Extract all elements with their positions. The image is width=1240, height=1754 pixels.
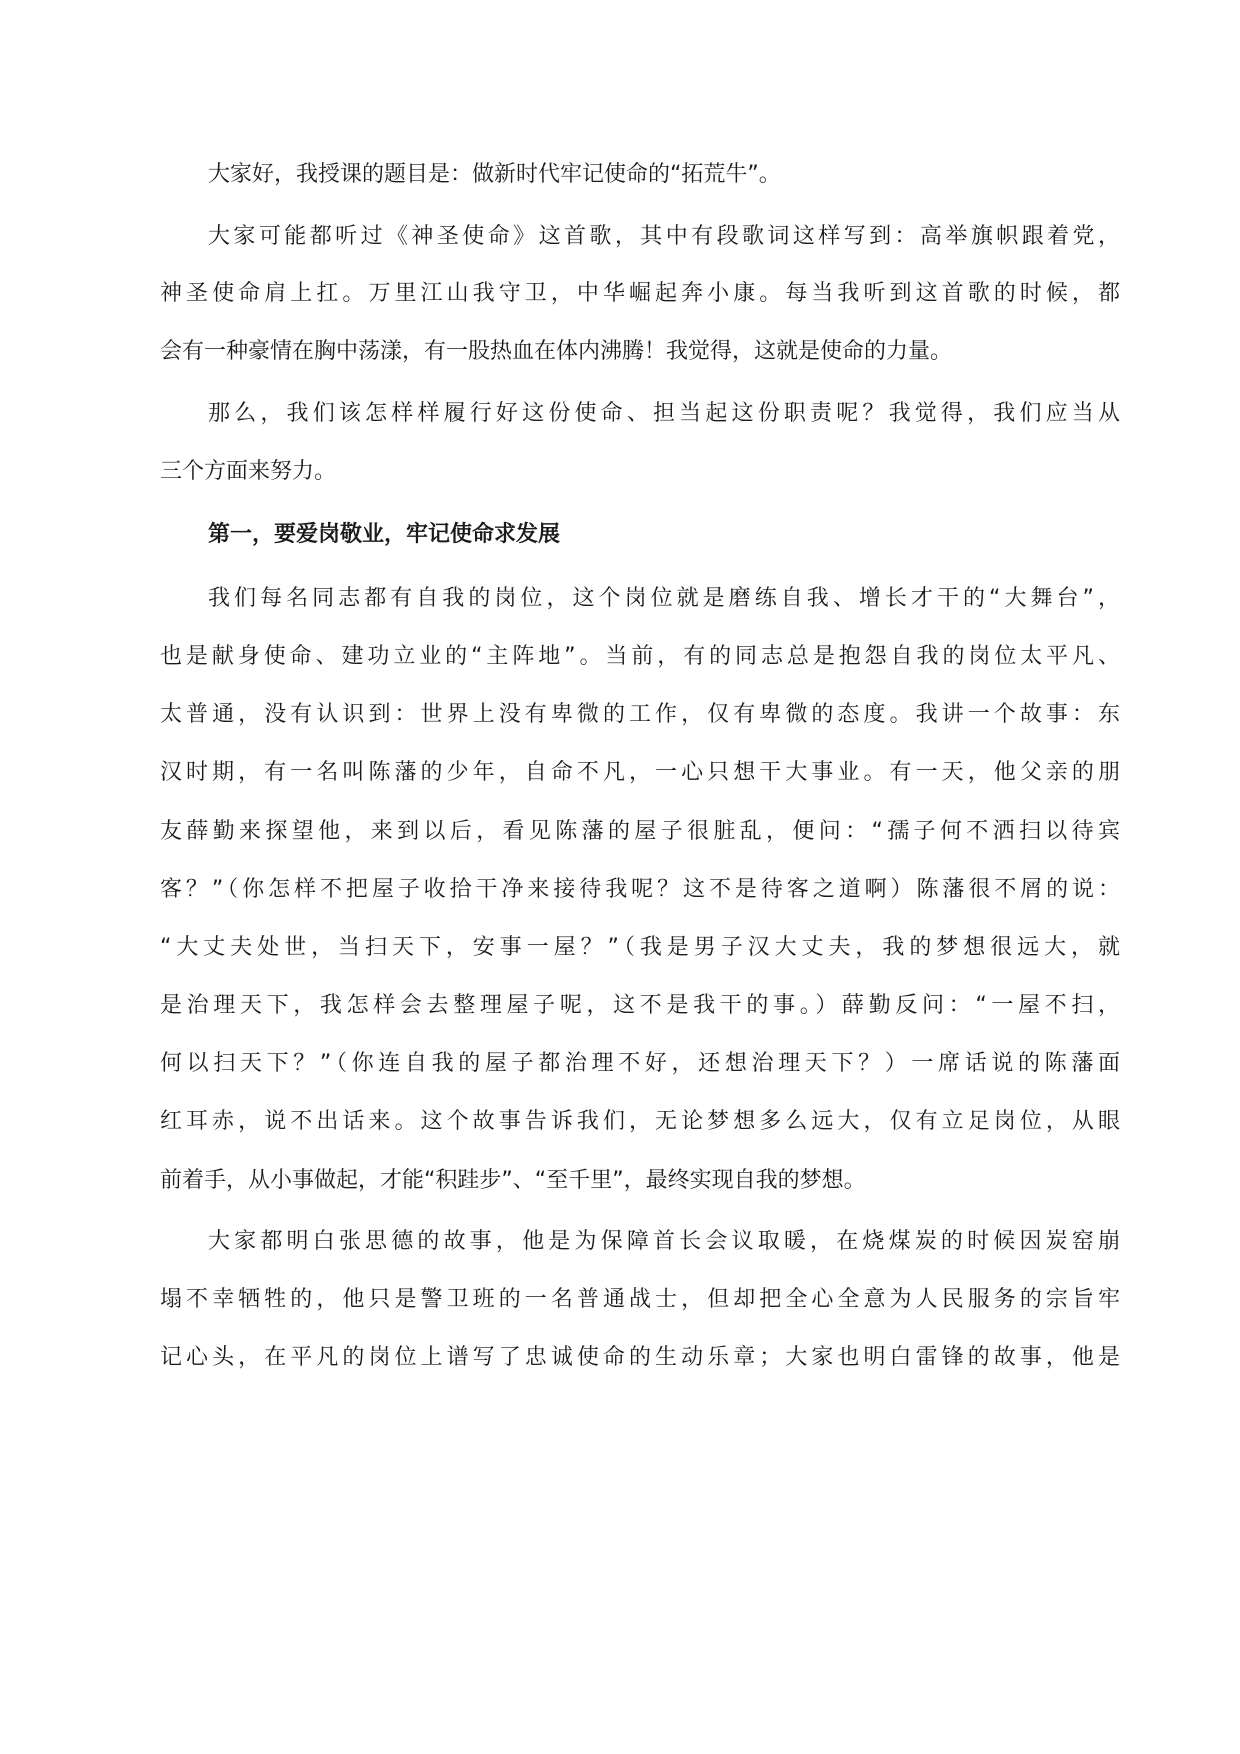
paragraph-how-line-1: 那么，我们该怎样样履行好这份使命、担当起这份职责呢？我觉得，我们应当从 (208, 401, 1120, 426)
paragraph-story-line-11: 前着手，从小事做起，才能“积跬步”、“至千里”，最终实现自我的梦想。 (160, 1168, 866, 1193)
paragraph-story-line-6: 客？”（你怎样不把屋子收拾干净来接待我呢？这不是待客之道啊）陈藩很不屑的说： (160, 877, 1120, 902)
paragraph-zhang-line-3: 记心头，在平凡的岗位上谱写了忠诚使命的生动乐章；大家也明白雷锋的故事，他是 (160, 1345, 1120, 1370)
paragraph-how-line-2: 三个方面来努力。 (160, 459, 337, 484)
paragraph-story-line-4: 汉时期，有一名叫陈藩的少年，自命不凡，一心只想干大事业。有一天，他父亲的朋 (160, 760, 1120, 785)
paragraph-zhang-line-2: 塌不幸牺牲的，他只是警卫班的一名普通战士，但却把全心全意为人民服务的宗旨牢 (160, 1287, 1120, 1312)
section-heading: 第一，要爱岗敬业，牢记使命求发展 (208, 522, 561, 547)
paragraph-story-line-10: 红耳赤，说不出话来。这个故事告诉我们，无论梦想多么远大，仅有立足岗位，从眼 (160, 1109, 1120, 1134)
paragraph-zhang-line-1: 大家都明白张思德的故事，他是为保障首长会议取暖，在烧煤炭的时候因炭窑崩 (208, 1229, 1120, 1254)
paragraph-story-line-8: 是治理天下，我怎样会去整理屋子呢，这不是我干的事。）薛勤反问：“一屋不扫， (160, 993, 1120, 1018)
paragraph-story-line-3: 太普通，没有认识到：世界上没有卑微的工作，仅有卑微的态度。我讲一个故事：东 (160, 702, 1120, 727)
paragraph-story-line-9: 何以扫天下？”（你连自我的屋子都治理不好，还想治理天下？）一席话说的陈藩面 (160, 1051, 1120, 1076)
paragraph-intro: 大家好，我授课的题目是：做新时代牢记使命的“拓荒牛”。 (208, 162, 781, 187)
paragraph-song-line-2: 神圣使命肩上扛。万里江山我守卫，中华崛起奔小康。每当我听到这首歌的时候，都 (160, 281, 1120, 306)
paragraph-story-line-5: 友薛勤来探望他，来到以后，看见陈藩的屋子很脏乱，便问：“孺子何不洒扫以待宾 (160, 819, 1120, 844)
paragraph-story-line-2: 也是献身使命、建功立业的“主阵地”。当前，有的同志总是抱怨自我的岗位太平凡、 (160, 644, 1120, 669)
paragraph-story-line-1: 我们每名同志都有自我的岗位，这个岗位就是磨练自我、增长才干的“大舞台”， (208, 586, 1120, 611)
paragraph-song-line-3: 会有一种豪情在胸中荡漾，有一股热血在体内沸腾！我觉得，这就是使命的力量。 (160, 339, 953, 364)
paragraph-story-line-7: “大丈夫处世，当扫天下，安事一屋？”（我是男子汉大丈夫，我的梦想很远大，就 (160, 935, 1120, 960)
paragraph-song-line-1: 大家可能都听过《神圣使命》这首歌，其中有段歌词这样写到：高举旗帜跟着党， (208, 224, 1120, 249)
